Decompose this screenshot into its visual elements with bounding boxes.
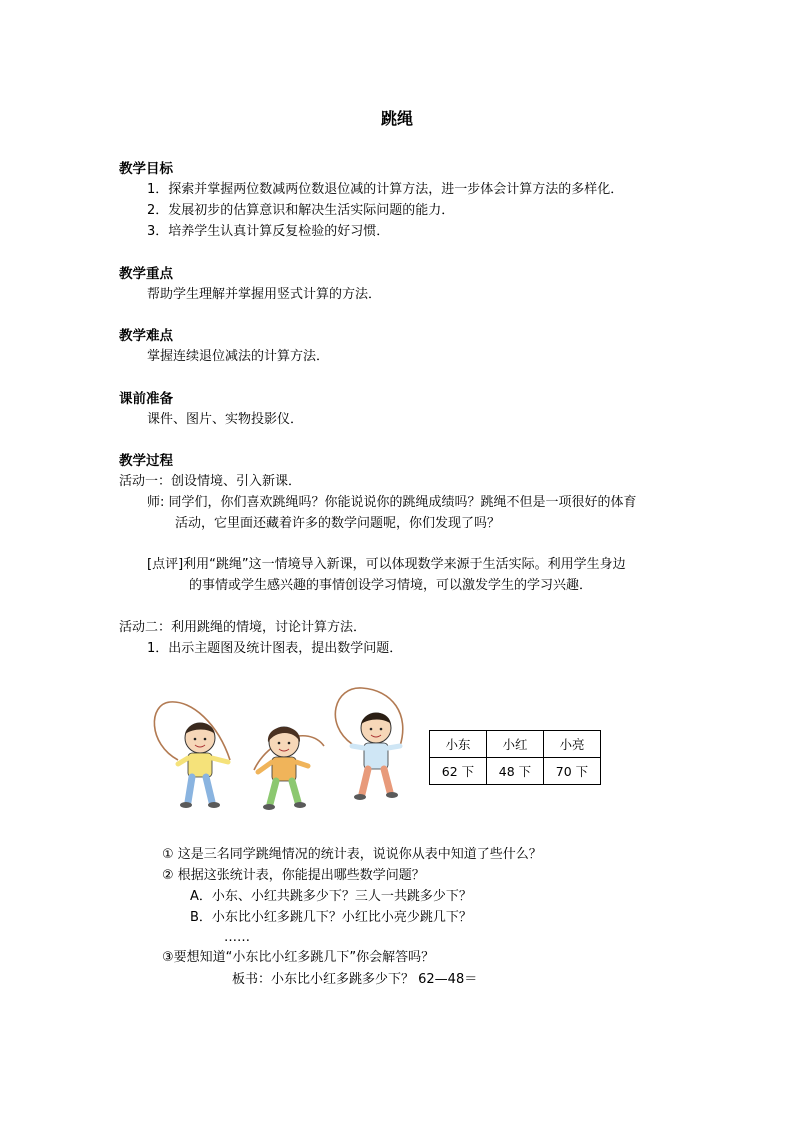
table-cell: 70 下 — [544, 758, 601, 785]
prep-text: 课件、图片、实物投影仪． — [147, 412, 304, 427]
table-row-counts — [430, 758, 601, 785]
step-1: 1．出示主题图及统计图表，提出数学问题． — [147, 641, 403, 656]
ellipsis: …… — [224, 930, 250, 945]
goal-item-3: 3．培养学生认真计算反复检验的好习惯． — [147, 224, 390, 239]
activity-1: 活动一：创设情境、引入新课． — [119, 474, 302, 489]
comment-line-1: [点评]利用“跳绳”这一情境导入新课，可以体现数学来源于生活实际。利用学生身边 — [147, 557, 626, 572]
question-2: ② 根据这张统计表，你能提出哪些数学问题？ — [162, 868, 425, 883]
question-1: ① 这是三名同学跳绳情况的统计表，说说你从表中知道了些什么？ — [162, 847, 542, 862]
heading-goals: 教学目标 — [119, 161, 173, 177]
table-row-names — [430, 731, 601, 758]
question-3: ③要想知道“小东比小红多跳几下”你会解答吗？ — [162, 950, 435, 965]
jump-rope-stats-table — [429, 730, 601, 785]
teacher-line-1: 师: 同学们，你们喜欢跳绳吗？你能说说你的跳绳成绩吗？跳绳不但是一项很好的体育 — [147, 495, 637, 510]
question-2a: A．小东、小红共跳多少下？三人一共跳多少下？ — [190, 889, 472, 904]
table-cell: 小红 — [487, 731, 544, 758]
goal-item-2: 2．发展初步的估算意识和解决生活实际问题的能力． — [147, 203, 455, 218]
teacher-line-2: 活动，它里面还藏着许多的数学问题呢，你们发现了吗？ — [175, 516, 501, 531]
comment-line-2: 的事情或学生感兴趣的事情创设学习情境，可以激发学生的学习兴趣． — [189, 578, 593, 593]
heading-prep: 课前准备 — [119, 391, 173, 407]
child-2-figure — [254, 727, 324, 810]
table-cell: 小东 — [430, 731, 487, 758]
question-2b: B．小东比小红多跳几下？小红比小亮少跳几下？ — [190, 910, 472, 925]
heading-difficulty: 教学难点 — [119, 328, 173, 344]
heading-key: 教学重点 — [119, 266, 173, 282]
page-title: 跳绳 — [380, 109, 413, 128]
table-cell: 小亮 — [544, 731, 601, 758]
activity-2: 活动二：利用跳绳的情境，讨论计算方法． — [119, 620, 367, 635]
table-cell: 62 下 — [430, 758, 487, 785]
child-1-figure — [154, 702, 230, 808]
difficulty-text: 掌握连续退位减法的计算方法． — [147, 349, 330, 364]
board-writing: 板书：小东比小红多跳多少下？ 62—48＝ — [232, 972, 478, 987]
key-text: 帮助学生理解并掌握用竖式计算的方法． — [147, 287, 382, 302]
child-3-figure — [335, 688, 402, 800]
jump-rope-illustration — [148, 684, 418, 819]
goal-item-1: 1．探索并掌握两位数减两位数退位减的计算方法，进一步体会计算方法的多样化． — [147, 182, 624, 197]
heading-process: 教学过程 — [119, 453, 173, 469]
table-cell: 48 下 — [487, 758, 544, 785]
